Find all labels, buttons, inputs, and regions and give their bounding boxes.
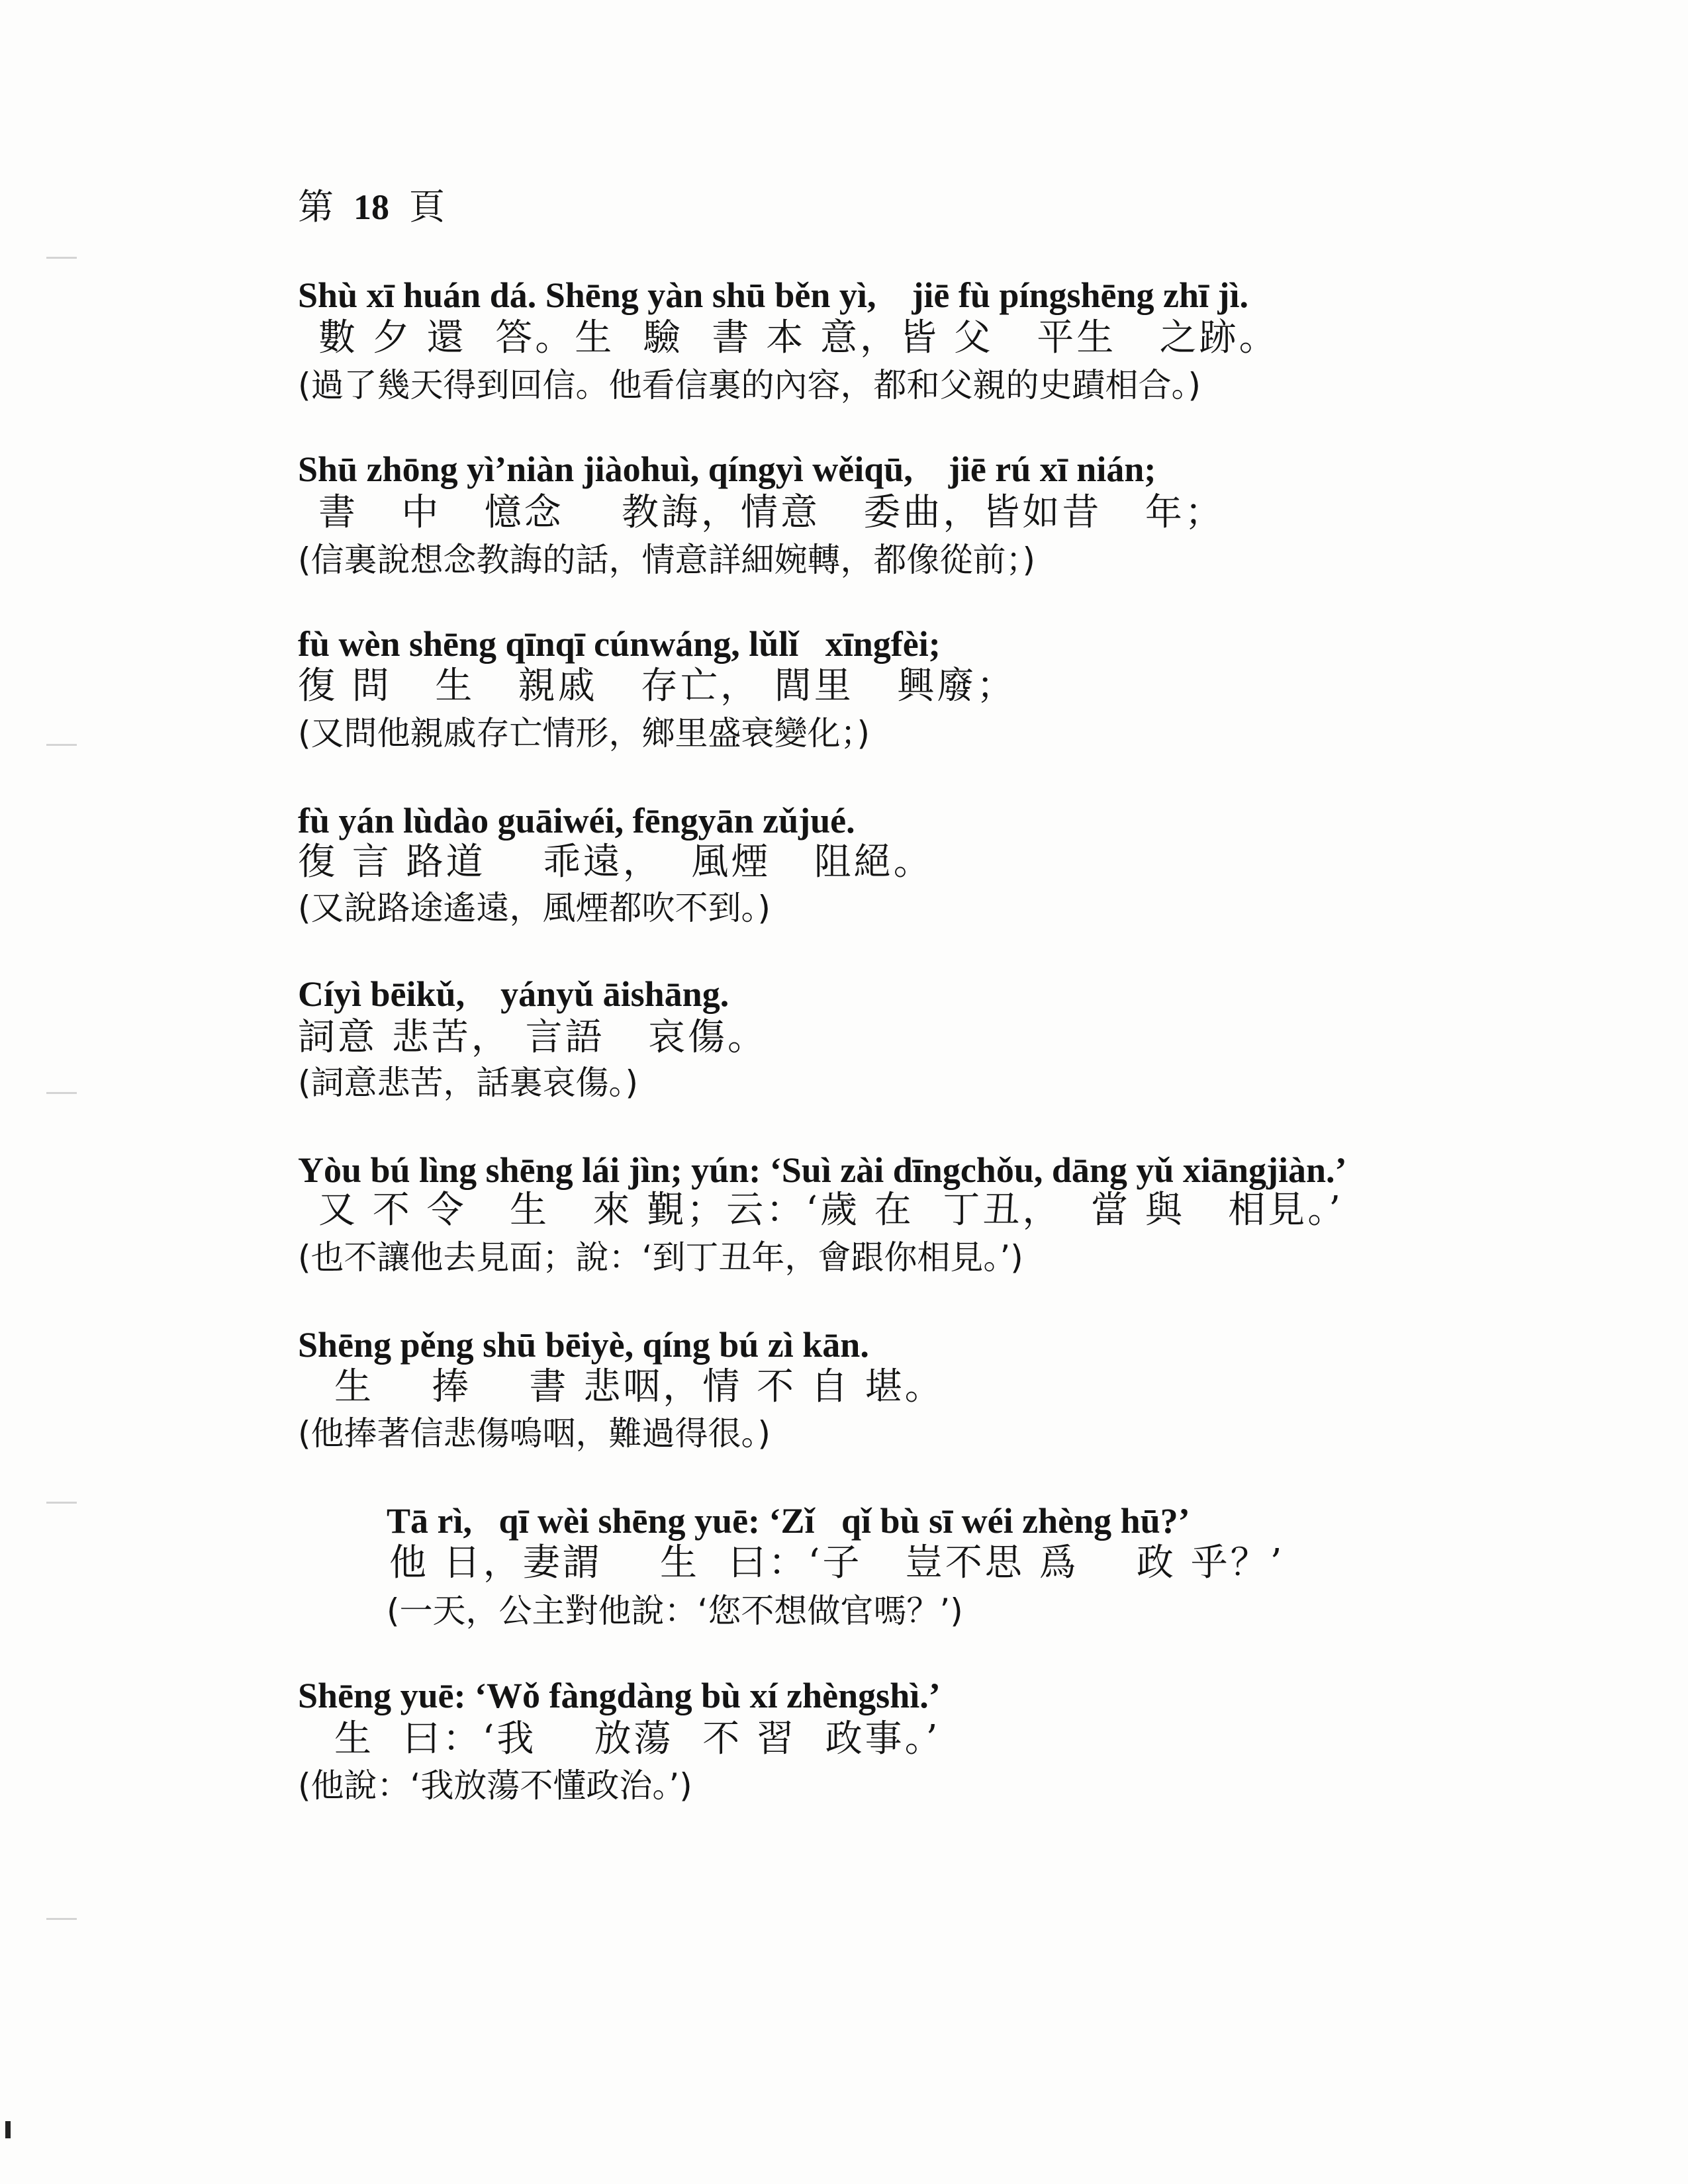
scan-margin-mark [46, 744, 77, 746]
chinese-line: 又 不 令 生 來 覲；云：‘歲 在 丁丑， 當 與 相見。’ [318, 1189, 1344, 1232]
scan-margin-mark [46, 1502, 77, 1504]
pinyin-line: fù wèn shēng qīnqī cúnwáng, lǔlǐ xīngfèi; [298, 624, 941, 664]
translation-line: (也不讓他去見面；說：‘到丁丑年，會跟你相見。’) [298, 1238, 1023, 1277]
scan-margin-mark [46, 1092, 77, 1094]
pinyin-line: Cíyì bēikǔ, yányǔ āishāng. [298, 974, 729, 1014]
pinyin-line: Tā rì, qī wèi shēng yuē: ‘Zǐ qǐ bù sī wéi zhèng hū?’ [387, 1501, 1190, 1541]
pinyin-line: Yòu bú lìng shēng lái jìn; yún: ‘Suì zài dīngchǒu, dāng yǔ xiāngjiàn.’ [298, 1150, 1347, 1190]
translation-line: (他捧著信悲傷嗚咽，難過得很。) [298, 1414, 771, 1453]
page-header [298, 186, 445, 228]
chinese-line: 生 捧 書 悲咽，情 不 自 堪。 [334, 1365, 945, 1408]
pinyin-line: fù yán lùdào guāiwéi, fēngyān zǔjué. [298, 801, 855, 841]
translation-line: (又問他親戚存亡情形，鄉里盛衰變化；) [298, 714, 870, 752]
scan-corner-mark [5, 2121, 11, 2138]
page-label-suffix: 頁 [409, 186, 445, 228]
chinese-line: 復 言 路道 乖遠， 風煙 阻絕。 [298, 841, 933, 884]
translation-line: (一天，公主對他說：‘您不想做官嗎？’) [387, 1592, 963, 1630]
translation-line: (詞意悲苦，話裏哀傷。) [298, 1064, 639, 1102]
pinyin-line: Shēng pěng shū bēiyè, qíng bú zì kān. [298, 1325, 869, 1365]
chinese-line: 生 曰：‘我 放蕩 不 習 政事。’ [334, 1717, 941, 1760]
chinese-line: 他 日，妻謂 生 曰：‘子 豈不思 爲 政 乎？’ [389, 1541, 1285, 1584]
scan-margin-mark [46, 257, 77, 259]
translation-line: (過了幾天得到回信。他看信裏的內容，都和父親的史蹟相合。) [298, 366, 1201, 404]
chinese-line: 復 問 生 親戚 存亡， 閭里 興廢； [298, 664, 1017, 707]
page-number: 18 [353, 187, 389, 227]
pinyin-line: Shēng yuē: ‘Wǒ fàngdàng bù xí zhèngshì.’ [298, 1676, 941, 1715]
chinese-line: 數 夕 還 答。生 驗 書 本 意，皆 父 平生 之跡。 [318, 316, 1279, 359]
chinese-line: 詞意 悲苦， 言語 哀傷。 [298, 1016, 768, 1059]
scan-margin-mark [46, 1918, 77, 1920]
chinese-line: 書 中 憶念 教誨，情意 委曲，皆如昔 年； [318, 491, 1225, 534]
pinyin-line: Shù xī huán dá. Shēng yàn shū běn yì, jiē fù píngshēng zhī jì. [298, 275, 1249, 315]
pinyin-line: Shū zhōng yì’niàn jiàohuì, qíngyì wěiqū, jiē rú xī nián; [298, 449, 1156, 489]
translation-line: (信裏說想念教誨的話，情意詳細婉轉，都像從前；) [298, 541, 1036, 579]
translation-line: (又說路途遙遠，風煙都吹不到。) [298, 889, 771, 927]
translation-line: (他說：‘我放蕩不懂政治。’) [298, 1766, 692, 1805]
page-label-prefix: 第 [298, 186, 334, 228]
